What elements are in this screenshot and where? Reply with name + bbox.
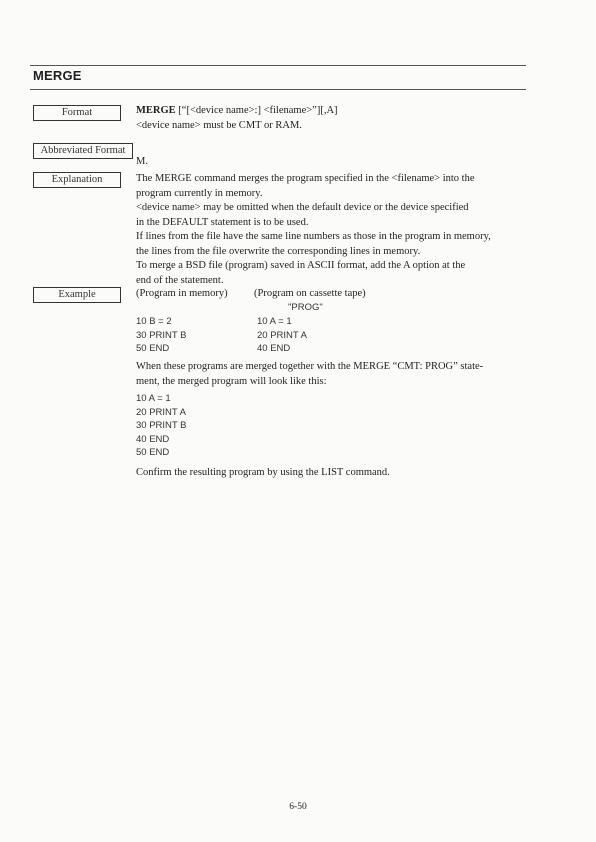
- merged-program-listing: [136, 392, 187, 460]
- explanation-line: end of the statement.: [136, 274, 224, 286]
- example-label: Example: [33, 287, 121, 303]
- code-line: 30 PRINT B: [136, 420, 187, 431]
- explanation-label: Explanation: [33, 172, 121, 188]
- format-note: <device name> must be CMT or RAM.: [136, 119, 302, 131]
- code-line: 40 END: [136, 433, 170, 445]
- explanation-line: If lines from the file have the same line numbers as those in the program in memory,: [136, 231, 491, 242]
- code-line: 30 PRINT B: [136, 329, 187, 341]
- format-command: MERGE: [136, 105, 176, 116]
- example-tape-filename: "PROG": [288, 302, 323, 313]
- explanation-line: the lines from the file overwrite the corresponding lines in memory.: [136, 245, 421, 257]
- code-line: 10 A = 1: [136, 393, 171, 404]
- code-line: 50 END: [136, 343, 170, 354]
- confirm-instruction: Confirm the resulting program by using the LIST command.: [136, 467, 390, 478]
- format-arguments: [“[<device name>:] <filename>”][,A]: [175, 105, 338, 116]
- explanation-line: <device name> may be omitted when the default device or the device specified: [136, 202, 469, 213]
- explanation-line: in the DEFAULT statement is to be used.: [136, 216, 309, 228]
- explanation-text: [136, 172, 528, 288]
- explanation-line: program currently in memory.: [136, 187, 263, 199]
- description-line: When these programs are merged together with the MERGE “CMT: PROG” state-: [136, 361, 484, 372]
- description-line: ment, the merged program will look like this:: [136, 375, 327, 387]
- code-line: 40 END: [257, 343, 291, 354]
- code-line: 10 B = 2: [136, 316, 172, 327]
- top-rule: [30, 65, 526, 66]
- example-merge-description: [136, 360, 528, 389]
- tape-program-listing: [257, 315, 307, 356]
- code-line: 50 END: [136, 447, 170, 458]
- explanation-line: The MERGE command merges the program specified in the <filename> into the: [136, 173, 475, 184]
- page-number: 6-50: [289, 802, 307, 812]
- code-line: 20 PRINT A: [136, 406, 186, 418]
- heading-underline: [30, 89, 526, 90]
- code-line: 20 PRINT A: [257, 329, 307, 341]
- explanation-line: To merge a BSD file (program) saved in ASCII format, add the A option at the: [136, 260, 466, 271]
- abbreviated-format-value: M.: [136, 156, 148, 167]
- abbreviated-format-label: Abbreviated Format: [33, 143, 133, 159]
- page-title: MERGE: [33, 68, 82, 83]
- example-tape-header: (Program on cassette tape): [254, 288, 366, 299]
- memory-program-listing: [136, 315, 187, 356]
- format-syntax: [136, 104, 528, 133]
- example-memory-header: (Program in memory): [136, 288, 228, 299]
- code-line: 10 A = 1: [257, 316, 292, 327]
- format-label: Format: [33, 105, 121, 121]
